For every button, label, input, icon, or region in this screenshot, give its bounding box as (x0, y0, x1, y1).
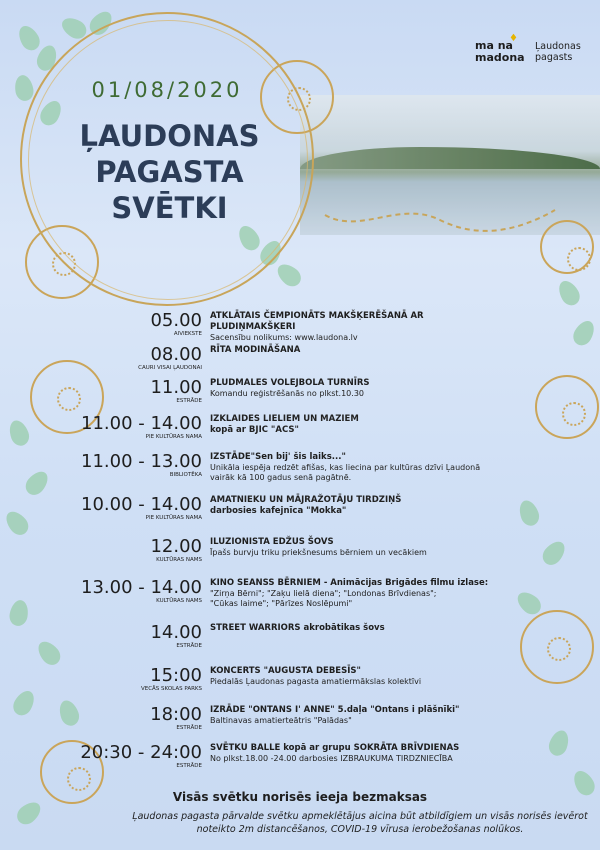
schedule-place: BIBLIOTĒKA (169, 472, 202, 478)
event-title: IZSTĀDE"Sen bij' šis laiks..." (210, 452, 346, 462)
page-title (52, 118, 287, 226)
leaf-icon (516, 498, 542, 529)
treeline (300, 147, 600, 169)
schedule-event (210, 623, 510, 634)
logo-subtitle (535, 41, 581, 63)
event-desc: Unikāla iespēja redzēt afišas, kas liecina par kultūras dzīvi Ļaudonā vairāk kā 100 gadus senā pagātnē. (210, 463, 481, 482)
event-title: RĪTA MODINĀŠANA (210, 345, 301, 355)
logo-sub-line-1: Ļaudonas (535, 41, 581, 52)
schedule-event (210, 378, 510, 399)
schedule-event (210, 705, 510, 726)
flower-icon (520, 610, 594, 684)
logo-brand-line-1: ma na (475, 39, 513, 52)
event-title: SVĒTKU BALLE kopā ar grupu SOKRĀTA BRĪVDIENAS (210, 743, 460, 753)
leaf-icon (273, 260, 304, 291)
schedule-event (210, 578, 510, 609)
title-line-1: ĻAUDONAS (79, 119, 260, 153)
schedule-time: 05.00 (150, 310, 202, 331)
schedule-time: 11.00 (150, 377, 202, 398)
leaf-icon (8, 599, 30, 628)
logo-sub-line-2: pagasts (535, 52, 573, 63)
event-desc: Piedalās Ļaudonas pagasta amatiermākslas kolektīvi (210, 677, 422, 686)
schedule-place: KULTŪRAS NAMS (156, 598, 202, 604)
leaf-icon (10, 687, 39, 719)
event-desc: Baltinavas amatierteātris "Palādas" (210, 716, 352, 725)
leaf-icon (34, 637, 65, 668)
schedule-place: ESTRĀDE (176, 763, 202, 769)
event-title: IZKLAIDES LIELIEM UN MAZIEM kopā ar BJIC "ACS" (210, 414, 359, 435)
title-line-2: PAGASTA SVĒTKI (95, 155, 244, 225)
event-date: 01/08/2020 (91, 78, 243, 102)
event-title: ATKLĀTAIS ČEMPIONĀTS MAKŠĶERĒŠANĀ AR PLUDIŅMAKŠĶERI (210, 311, 424, 332)
schedule-place: PIE KULTŪRAS NAMA (145, 515, 202, 521)
leaf-icon (13, 74, 35, 103)
free-entry-notice: Visās svētku norisēs ieeja bezmaksas (172, 790, 428, 804)
bird-icon: ♦ (509, 33, 518, 44)
schedule-time: 18:00 (150, 704, 202, 725)
schedule-event (210, 414, 510, 436)
schedule-event (210, 537, 510, 558)
schedule-place: VECĀS SKOLAS PARKS (140, 686, 202, 692)
event-desc: Īpašs burvju triku priekšnesums bērniem un vecākiem (210, 548, 427, 557)
event-desc: Komandu reģistrēšanās no plkst.10.30 (210, 389, 364, 398)
schedule-time: 20:30 - 24:00 (80, 742, 202, 763)
schedule-time: 10.00 - 14.00 (81, 494, 202, 515)
flower-icon (535, 375, 599, 439)
event-desc: Sacensību nolikums: www.laudona.lv (210, 333, 358, 342)
schedule-place: ESTRĀDE (176, 725, 202, 731)
event-title: AMATNIEKU UN MĀJRAŽOTĀJU TIRDZIŅŠ darbosies kafejnīca "Mokka" (210, 495, 402, 516)
schedule-time: 13.00 - 14.00 (81, 577, 202, 598)
event-title: KONCERTS "AUGUSTA DEBESĪS" (210, 666, 361, 676)
leaf-icon (22, 467, 53, 498)
schedule-event (210, 666, 510, 687)
leaf-icon (546, 728, 572, 759)
covid-note: Ļaudonas pagasta pārvalde svētku apmeklētājus aicina būt atbildīgiem un visās norisēs ievērot noteikto 2m distancēšanos, COVID-19 vīrusa ierobežošanas nolūkos. (132, 811, 588, 835)
leaf-icon (2, 507, 33, 538)
leaf-icon (15, 22, 44, 54)
event-title: ILUZIONISTA EDŽUS ŠOVS (210, 537, 334, 547)
schedule-event (210, 452, 510, 483)
schedule-place: ESTRĀDE (176, 643, 202, 649)
schedule-time: 11.00 - 14.00 (81, 413, 202, 434)
leaf-icon (56, 698, 82, 729)
schedule-event (210, 495, 510, 517)
schedule-place: PIE KULTŪRAS NAMA (145, 434, 202, 440)
schedule-time: 15:00 (150, 665, 202, 686)
schedule-time: 11.00 - 13.00 (81, 451, 202, 472)
leaf-icon (570, 317, 599, 349)
logo-brand-line-2: madona (475, 51, 525, 64)
schedule-event (210, 345, 510, 356)
event-desc: "Zirņa Bērni"; "Zaķu lielā diena"; "Londonas Brīvdienas"; "Cūkas laime"; "Pārīzes Noslēpumi" (210, 589, 437, 608)
event-desc: No plkst.18.00 -24.00 darbosies IZBRAUKUMA TIRDZNIECĪBA (210, 754, 453, 763)
schedule-place: ESTRĀDE (176, 398, 202, 404)
schedule-event (210, 743, 510, 764)
schedule-time: 12.00 (150, 536, 202, 557)
event-title: PLUDMALES VOLEJBOLA TURNĪRS (210, 378, 370, 388)
leaf-icon (6, 418, 32, 449)
logo-brand (475, 40, 525, 64)
event-title: IZRĀDE "ONTANS I' ANNE" 5.daļa "Ontans i plāšnīki" (210, 705, 460, 715)
schedule-place: AIVIEKSTE (173, 331, 202, 337)
leaf-icon (539, 537, 570, 568)
schedule-place: KULTŪRAS NAMS (156, 557, 202, 563)
dashed-flourish (320, 195, 560, 235)
schedule-time: 14.00 (150, 622, 202, 643)
schedule-time: 08.00 (150, 344, 202, 365)
schedule-event (210, 311, 510, 343)
madona-logo (475, 33, 585, 68)
leaf-icon (555, 277, 584, 309)
event-title: STREET WARRIORS akrobātikas šovs (210, 623, 385, 633)
schedule-place: CAURI VISAI ĻAUDONAI (138, 365, 202, 371)
event-title: KINO SEANSS BĒRNIEM - Animācijas Brigādes filmu izlase: (210, 578, 489, 588)
